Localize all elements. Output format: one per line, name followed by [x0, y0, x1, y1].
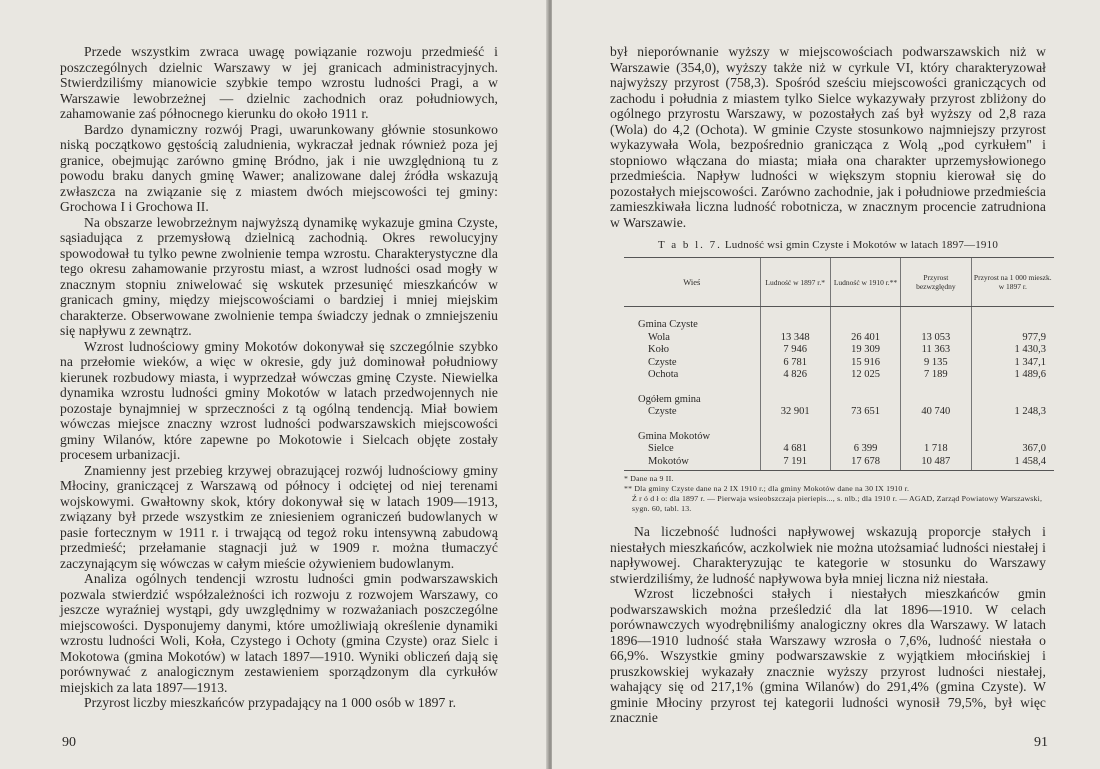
left-paragraph-3: Na obszarze lewobrzeżnym najwyższą dynamikę wykazuje gmina Czyste, sąsiadująca z przemysłową dzielnicą zachodnią. Okres rewolucyjny spowodował tu tylko pewne zwolnienie tempa wzrostu. Charakterystyczne dla tego okresu zahamowanie przyrostu miast, a wzrost ludności osad mogły w znacznym stopniu zniwelować się wskutek przesunięć mieszkańców w granicach gminy, między miejscowościami o bardziej i mniej miejskim charakterze. Obserwowane zwolnienie tempa świadczy jednak o zmniejszeniu się napływu z zewnątrz. [60, 214, 498, 338]
table-row [624, 443, 1054, 456]
cell-village: Czyste [648, 356, 677, 368]
cell-increase-per-1000: 367,0 [971, 443, 1054, 456]
right-paragraph-top: był nieporównanie wyższy w miejscowościach podwarszawskich niż w Warszawie (354,0), wyższy także niż w cyrkule VI, który charakteryzował najwyższy przyrost (758,3). Spośród sześciu miejscowości graniczących od zachodu i południa z miastem tylko Sielce wykazywały przyrost zbliżony do ogólnego przyrostu Warszawy, w pozostałych zaś był wyższy od 2,8 raza (Wola) do 4,2 (Ochota). W gminie Czyste stosunkowo najmniejszy przyrost wykazywała Wola, bezpośrednio granicząca z Wolą „pod cyrkułem" i stopniowo włączana do miasta; miała ona charakter uprzemysłowionego przedmieścia. Napływ ludności w większym stopniu kierował się do pozostałych miejscowości. Zarówno zachodnie, jak i południowe przedmieścia zamieszkiwała liczna ludność robotnicza, w znacznym procencie zatrudniona w Warszawie. [610, 44, 1046, 230]
cell-pop-1897: 7 946 [760, 344, 830, 357]
right-text-bottom [610, 524, 1046, 726]
table-row [624, 406, 1054, 419]
footnote-2: ** Dla gminy Czyste dane na 2 IX 1910 r.; dla gminy Mokotów dane na 30 IX 1910 r. [624, 484, 910, 493]
left-paragraph-5: Znamienny jest przebieg krzywej obrazującej rozwój ludnościowy gminy Młociny, graniczącej z Warszawą od północy i odciętej od niej terenami wojskowymi. Gwałtowny skok, który dokonywał się w latach 1909—1913, związany był przede wszystkim ze zniesieniem ograniczeń budowlanych w pasie fortecznym w 1911 r. i trwającą od tegoż roku intensywną zabudową przedmieść; przełamanie stagnacji już w 1909 r. można tłumaczyć zaczynającym się wówczas w całym mieście ożywieniem budowlanym. [60, 462, 498, 571]
cell-pop-1897: 13 348 [760, 332, 830, 345]
table-row [624, 369, 1054, 382]
left-paragraph-6: Analiza ogólnych tendencji wzrostu ludności gmin podwarszawskich pozwala stwierdzić współzależności ich rozwoju z rozwojem Warszawy, co jeszcze wyraźniej wystąpi, gdy uwzględnimy w rozważaniach poszczególne miejscowości. Dysponujemy danymi, które umożliwiają określenie dynamiki wzrostu ludności Woli, Koła, Czystego i Ochoty (gmina Czyste) oraz Sielc i Mokotowa (gmina Mokotów) w latach 1897—1910. Wyniki obliczeń dają się porównywać z analogicznym zestawieniem sporządzonym dla cyrkułów miejskich za lata 1897—1913. [60, 571, 498, 695]
cell-increase: 13 053 [901, 332, 971, 345]
footnote-1: * Dane na 9 II. [624, 474, 674, 483]
group-title-czyste: Gmina Czyste [638, 319, 698, 330]
header-increase-absolute: Przyrost bezwzględny [901, 258, 971, 307]
table-spacer [624, 382, 1054, 394]
cell-pop-1897: 6 781 [760, 357, 830, 370]
cell-pop-1897: 4 681 [760, 443, 830, 456]
header-increase-per-1000: Przyrost na 1 000 mieszk. w 1897 r. [971, 258, 1054, 307]
table-footnotes [624, 474, 1046, 514]
table-label: T a b l. 7. [657, 239, 722, 251]
cell-increase: 1 718 [901, 443, 971, 456]
right-paragraph-3: Wzrost liczebności stałych i niestałych mieszkańców gmin podwarszawskich można prześledzić dla lat 1896—1910. W celach porównawczych wyodrębniliśmy analogiczny okres dla Warszawy. W latach 1896—1910 ludność stała Warszawy wzrosła o 7,6%, ludność niestała o 66,9%. Wszystkie gminy podwarszawskie z wyjątkiem młocińskiej i pruszkowskiej wykazały znacznie wyższy przyrost ludności niestałej, wahający się od 217,1% (gmina Wilanów) do 291,4% (gmina Czyste). W gminie Młociny przyrost tej kategorii ludności wynosił 79,5%, był więc znacznie [610, 586, 1046, 725]
table-caption: Ludność wsi gmin Czyste i Mokotów w latach 1897—1910 [724, 239, 999, 251]
cell-pop-1910: 15 916 [830, 357, 900, 370]
table-row [624, 357, 1054, 370]
page-number-left: 90 [62, 735, 76, 750]
group-title-mokotow: Gmina Mokotów [638, 430, 711, 442]
table-spacer [624, 419, 1054, 431]
cell-increase-per-1000: 1 248,3 [971, 406, 1054, 419]
left-page [0, 0, 548, 769]
cell-pop-1910: 19 309 [830, 344, 900, 357]
header-pop-1910: Ludność w 1910 r.** [830, 258, 900, 307]
right-page [552, 0, 1100, 769]
cell-pop-1910: 17 678 [830, 456, 900, 471]
table-title [610, 239, 1046, 251]
table-header-row [624, 258, 1054, 307]
cell-pop-1910: 12 025 [830, 369, 900, 382]
cell-increase-per-1000: 1 430,3 [971, 344, 1054, 357]
cell-increase: 40 740 [901, 406, 971, 419]
table-spacer [624, 307, 1054, 320]
header-village: Wieś [624, 258, 760, 307]
cell-increase: 9 135 [901, 357, 971, 370]
population-table [624, 257, 1054, 471]
cell-pop-1910: 26 401 [830, 332, 900, 345]
left-paragraph-4: Wzrost ludnościowy gminy Mokotów dokonywał się szczególnie szybko na przełomie wieków, a więc w okresie, gdy już dominował południowy kierunek rozbudowy miasta, i wyprzedzał wówczas gminę Czyste. Niewielka dynamika wzrostu ludności gminy Mokotów w latach przedwojennych nie pozostaje bynajmniej w sprzeczności z tą ogólną tendencją. Miał bowiem wówczas miejsce znaczny wzrost ludności podwarszawskich miejscowości gminy Wilanów, które zapewne po Mokotowie i Sielcach objęte zostały procesem urbanizacji. [60, 338, 498, 462]
cell-village: Czyste [648, 406, 677, 417]
page-number-right: 91 [1034, 735, 1048, 750]
cell-village: Ochota [648, 369, 679, 380]
cell-village: Koło [648, 344, 669, 355]
table-row [624, 456, 1054, 471]
left-paragraph-7: Przyrost liczby mieszkańców przypadający na 1 000 osób w 1897 r. [84, 695, 457, 710]
cell-pop-1897: 7 191 [760, 456, 830, 471]
header-pop-1897: Ludność w 1897 r.* [760, 258, 830, 307]
cell-increase-per-1000: 1 458,4 [971, 456, 1054, 471]
group-heading-row [624, 394, 1054, 407]
cell-increase: 10 487 [901, 456, 971, 471]
cell-increase-per-1000: 1 489,6 [971, 369, 1054, 382]
group-heading-row [624, 319, 1054, 332]
right-paragraph-2: Na liczebność ludności napływowej wskazują proporcje stałych i niestałych mieszkańców, aczkolwiek nie można utożsamiać ludności niestałej i napływowej. Charakteryzując te kategorie w stosunku do Warszawy stwierdziliśmy, że ludność napływowa była mniej liczna niż niestała. [610, 524, 1046, 586]
cell-village: Mokotów [624, 456, 760, 471]
cell-pop-1910: 73 651 [830, 406, 900, 419]
left-paragraph-1: Przede wszystkim zwraca uwagę powiązanie rozwoju przedmieść i poszczególnych dzielnic Warszawy w jej granicach administracyjnych. Stwierdziliśmy mianowicie szybkie tempo wzrostu ludności Pragi, a w Warszawie lewobrzeżnej — dzielnic zachodnich oraz południowych, zahamowanie zaś północnego kierunku do około 1911 r. [60, 44, 498, 121]
cell-increase: 11 363 [901, 344, 971, 357]
cell-increase-per-1000: 977,9 [971, 332, 1054, 345]
table-source-note: Ź r ó d ł o: dla 1897 r. — Pierwaja wsieobszczaja pieriepis..., s. nlb.; dla 1910 r. — AGAD, Zarząd Powiatowy Warszawski, sygn. 60, tabl. 13. [632, 494, 1043, 513]
group-title-total: Ogółem gmina [638, 393, 701, 405]
left-paragraph-2: Bardzo dynamiczny rozwój Pragi, uwarunkowany głównie stosunkowo niską początkowo gęstością zaludnienia, wykraczał jednak również poza jej granice, obejmując zarówno gminę Bródno, jak i nie uwzględnioną tu z powodu braku danych gminę Wawer; analizowane dalej źródła wskazują zwłaszcza na związanie się z miastem dwóch miejscowości tej gminy: Grochowa I i Grochowa II. [60, 121, 498, 214]
cell-pop-1897: 4 826 [760, 369, 830, 382]
cell-increase: 7 189 [901, 369, 971, 382]
table-row [624, 344, 1054, 357]
cell-village: Wola [648, 331, 670, 343]
group-heading-row [624, 431, 1054, 444]
cell-increase-per-1000: 1 347,1 [971, 357, 1054, 370]
cell-village: Sielce [648, 443, 674, 454]
table-row [624, 332, 1054, 345]
cell-pop-1897: 32 901 [760, 406, 830, 419]
cell-pop-1910: 6 399 [830, 443, 900, 456]
